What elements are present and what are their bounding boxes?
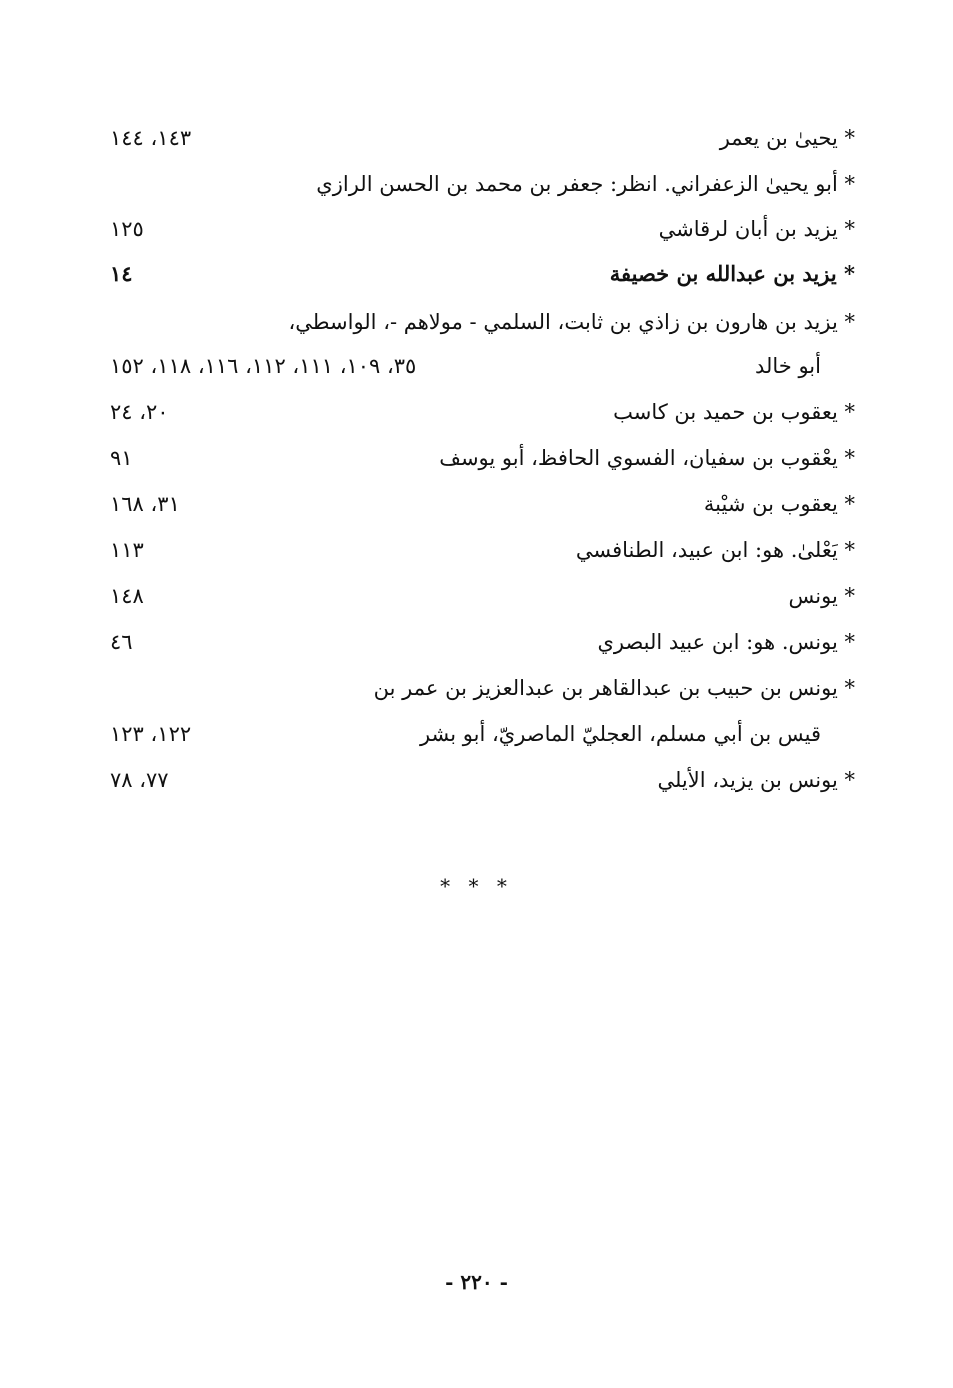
index-entry (110, 164, 855, 204)
index-entry (110, 392, 855, 432)
index-entry (110, 484, 855, 524)
index-entry (110, 209, 855, 249)
index-entry (110, 576, 855, 616)
entry-name: * يزيد بن عبدالله بن خصيفة (609, 261, 855, 286)
entry-pages: ١٢٥ (110, 217, 144, 241)
index-entry (110, 118, 855, 158)
index-entry (110, 668, 855, 708)
entry-name: * يعقوب بن حميد بن كاسب (613, 400, 855, 424)
index-entry (110, 254, 855, 294)
entry-pages: ٢٠، ٢٤ (110, 400, 169, 424)
index-entry (110, 438, 855, 478)
entry-pages: ١٤ (110, 261, 133, 286)
index-entry (110, 760, 855, 800)
entry-name: * يزيد بن أبان لرقاشي (658, 217, 855, 241)
entry-pages: ١١٣ (110, 538, 144, 562)
entry-pages: ٣٥، ١٠٩، ١١١، ١١٢، ١١٦، ١١٨، ١٥٢ (110, 354, 417, 378)
index-entry-continuation (110, 714, 855, 754)
entry-pages: ١٤٣، ١٤٤ (110, 126, 192, 150)
entry-name: * يزيد بن هارون بن زاذي بن ثابت، السلمي - مولاهم -، الواسطي، (288, 310, 855, 334)
entry-pages: ٤٦ (110, 630, 133, 654)
index-entry (110, 622, 855, 662)
entry-name: * يعقوب بن شيْبة (703, 492, 855, 516)
entry-pages: ١٤٨ (110, 584, 144, 608)
index-entry (110, 302, 855, 342)
entry-name: * يونس بن يزيد، الأيلي (657, 768, 855, 792)
entry-name: * يحيىٰ بن يعمر (719, 126, 855, 150)
entry-name: قيس بن أبي مسلم، العجليّ الماصريّ، أبو بشر (419, 722, 821, 746)
page-number: - ٢٢٠ - (445, 1270, 508, 1294)
entry-name: * يَعْلىٰ. هو: ابن عبيد، الطنافسي (575, 538, 855, 562)
entry-pages: ٧٧، ٧٨ (110, 768, 169, 792)
entry-name: * أبو يحيىٰ الزعفراني. انظر: جعفر بن محمد بن الحسن الرازي (316, 172, 855, 196)
entry-name: أبو خالد (754, 354, 821, 378)
entry-name: * يونس. هو: ابن عبيد البصري (597, 630, 855, 654)
entry-pages: ٩١ (110, 446, 133, 470)
section-separator: * * * (440, 874, 513, 898)
entry-pages: ١٢٢، ١٢٣ (110, 722, 192, 746)
index-entry-continuation (110, 346, 855, 386)
entry-name: * يونس بن حبيب بن عبدالقاهر بن عبدالعزيز بن عمر بن (373, 676, 855, 700)
entry-name: * يعْقوب بن سفيان، الفسوي الحافظ، أبو يوسف (439, 446, 855, 470)
index-entry (110, 530, 855, 570)
entry-name: * يونس (788, 584, 855, 608)
entry-pages: ٣١، ١٦٨ (110, 492, 180, 516)
